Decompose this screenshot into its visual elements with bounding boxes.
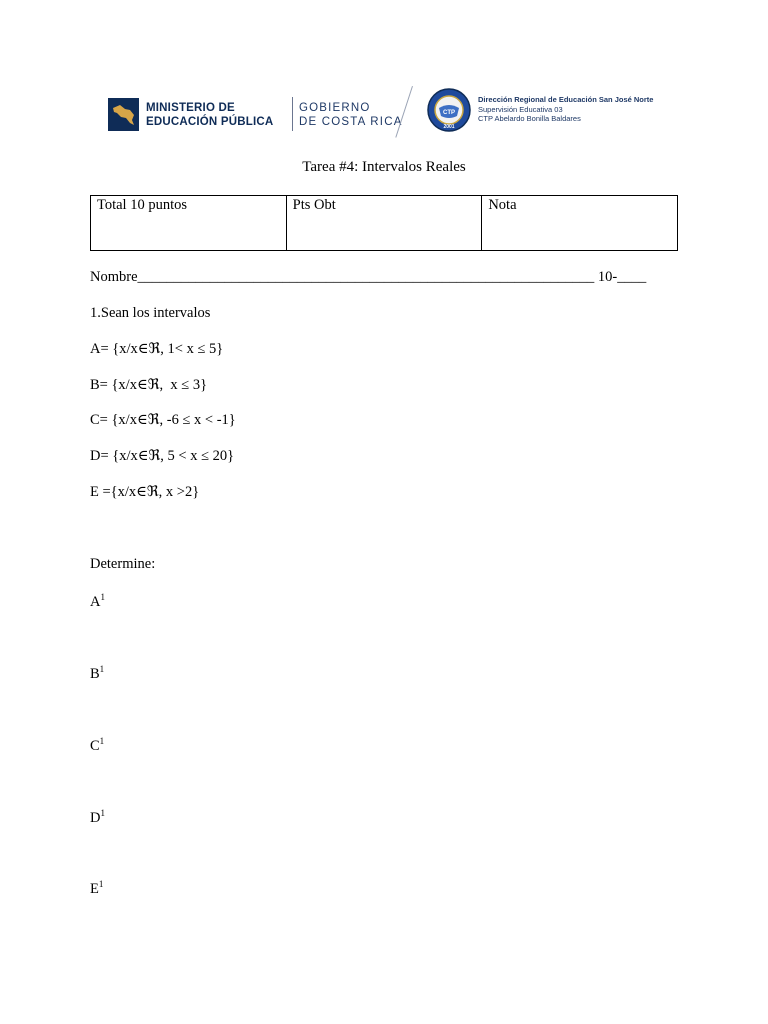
answer-letter: C — [90, 738, 100, 754]
answer-complement-c — [90, 736, 104, 755]
region-line-2: Supervisión Educativa 03 — [478, 104, 563, 114]
costa-rica-map-icon — [108, 98, 139, 131]
set-c-definition: C= {x/x∈ℜ, -6 ≤ x < -1} — [90, 412, 236, 428]
region-line-3: CTP Abelardo Bonilla Baldares — [478, 114, 581, 123]
set-b-definition: B= {x/x∈ℜ, x ≤ 3} — [90, 377, 208, 393]
government-line-1: GOBIERNO — [299, 102, 371, 114]
regional-office-info — [478, 95, 653, 124]
document-title: Tarea #4: Intervalos Reales — [302, 159, 466, 175]
answer-complement-a — [90, 592, 105, 611]
total-points-cell: Total 10 puntos — [91, 196, 287, 251]
seal-year: 2001 — [443, 124, 455, 130]
answer-superscript: 1 — [100, 592, 105, 602]
region-line-1: Dirección Regional de Educación San José Norte — [478, 95, 654, 104]
score-table-row — [91, 196, 678, 251]
ministry-line-2: EDUCACIÓN PÚBLICA — [146, 116, 274, 128]
ministry-line-1: MINISTERIO DE — [146, 102, 235, 114]
name-label: Nombre — [90, 269, 138, 285]
determine-heading: Determine: — [90, 556, 156, 572]
school-seal-icon — [426, 86, 472, 134]
government-name — [299, 101, 403, 129]
answer-letter: D — [90, 810, 101, 826]
answer-letter: B — [90, 666, 100, 682]
answer-superscript: 1 — [99, 736, 105, 746]
school-seal — [426, 86, 472, 134]
section-label: 10- — [597, 269, 618, 285]
student-name-line — [90, 269, 646, 286]
costa-rica-map-logo — [108, 98, 139, 131]
document-header — [106, 86, 666, 138]
score-table — [90, 195, 678, 251]
ministry-name — [146, 101, 273, 129]
answer-complement-b — [90, 664, 104, 683]
answer-complement-d — [90, 808, 105, 827]
name-blank[interactable]: _______________________________________________________________ — [137, 269, 595, 285]
set-d-definition: D= {x/x∈ℜ, 5 < x ≤ 20} — [90, 448, 235, 464]
set-e-definition: E ={x/x∈ℜ, x >2} — [90, 484, 200, 500]
answer-letter: A — [90, 594, 101, 610]
seal-label: CTP — [443, 110, 455, 116]
answer-letter: E — [90, 881, 99, 897]
points-obtained-cell: Pts Obt — [286, 196, 482, 251]
answer-complement-e — [90, 879, 103, 898]
grade-cell: Nota — [482, 196, 678, 251]
set-a-definition: A= {x/x∈ℜ, 1< x ≤ 5} — [90, 341, 224, 357]
question-1: 1.Sean los intervalos — [90, 305, 211, 321]
section-blank[interactable]: ____ — [617, 269, 647, 285]
government-line-2: DE COSTA RICA — [299, 116, 403, 128]
logo-divider — [292, 97, 293, 131]
answer-superscript: 1 — [99, 664, 105, 674]
answer-superscript: 1 — [100, 808, 105, 818]
answer-superscript: 1 — [98, 879, 104, 889]
